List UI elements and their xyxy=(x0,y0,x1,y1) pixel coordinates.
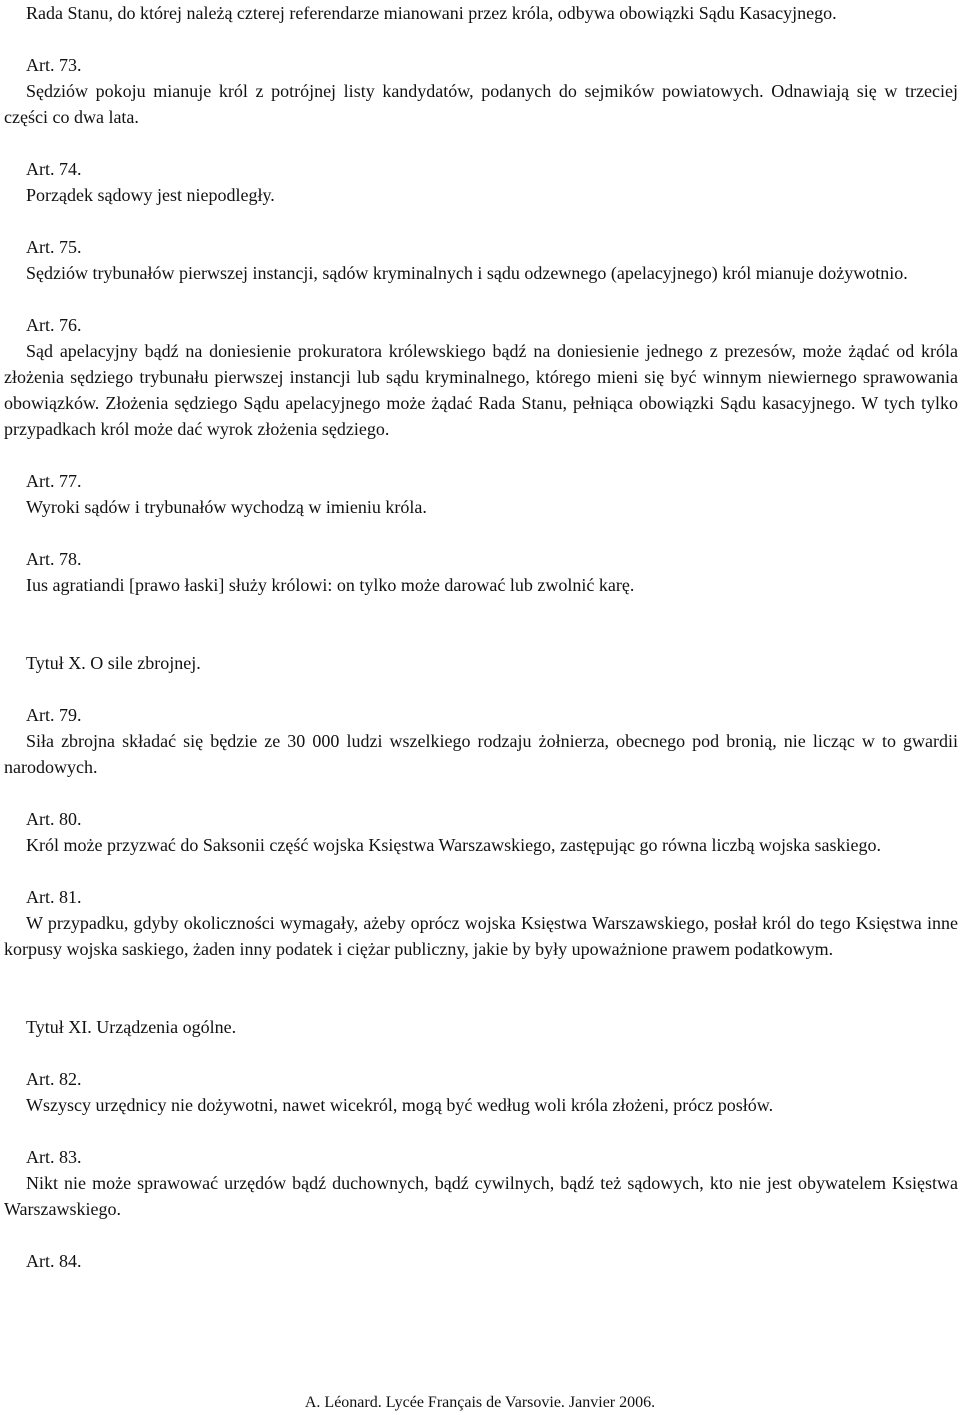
article-text: Porządek sądowy jest niepodległy. xyxy=(26,185,275,205)
article-text: Siła zbrojna składać się będzie ze 30 000 ludzi wszelkiego rodzaju żołnierza, obecnego pod bronią, nie licząc w to gwardii narodowych. xyxy=(4,731,958,777)
article-heading: Art. 75. xyxy=(26,237,82,257)
section-title-xi: Tytuł XI. Urządzenia ogólne. xyxy=(26,1017,237,1037)
article-84 xyxy=(4,1248,958,1274)
article-heading: Art. 77. xyxy=(26,471,82,491)
article-heading: Art. 82. xyxy=(26,1069,82,1089)
article-heading: Art. 80. xyxy=(26,809,82,829)
article-text: Ius agratiandi [prawo łaski] służy królowi: on tylko może darować lub zwolnić karę. xyxy=(26,575,635,595)
article-82 xyxy=(4,1066,958,1118)
article-heading: Art. 84. xyxy=(26,1251,82,1271)
article-text: Wyroki sądów i trybunałów wychodzą w imieniu króla. xyxy=(26,497,427,517)
article-text: Król może przyzwać do Saksonii część wojska Księstwa Warszawskiego, zastępując go równa liczbą wojska saskiego. xyxy=(26,835,881,855)
article-text: Wszyscy urzędnicy nie dożywotni, nawet wicekról, mogą być według woli króla złożeni, prócz posłów. xyxy=(26,1095,774,1115)
article-83 xyxy=(4,1144,958,1222)
article-text: Sąd apelacyjny bądź na doniesienie prokuratora królewskiego bądź na doniesienie jednego z prezesów, może żądać od króla złożenia sędziego trybunału pierwszej instancji lub sądu kryminalnego, którego mieni się być winnym niewiernego sprawowania obowiązków. Złożenia sędziego Sądu apelacyjnego może żądać Rada Stanu, pełniąca obowiązki Sądu kasacyjnego. W tych tylko przypadkach król może dać wyrok złożenia sędziego. xyxy=(4,341,958,439)
article-heading: Art. 74. xyxy=(26,159,82,179)
article-74 xyxy=(4,156,958,208)
article-heading: Art. 79. xyxy=(26,705,82,725)
article-text: Nikt nie może sprawować urzędów bądź duchownych, bądź cywilnych, bądź też sądowych, kto nie jest obywatelem Księstwa Warszawskiego. xyxy=(4,1173,958,1219)
article-76 xyxy=(4,312,958,442)
intro-paragraph: Rada Stanu, do której należą czterej referendarze mianowani przez króla, odbywa obowiązki Sądu Kasacyjnego. xyxy=(26,3,837,23)
section-title-x: Tytuł X. O sile zbrojnej. xyxy=(26,653,201,673)
article-80 xyxy=(4,806,958,858)
article-78 xyxy=(4,546,958,598)
article-75 xyxy=(4,234,958,286)
article-81 xyxy=(4,884,958,962)
document-page xyxy=(4,0,958,1274)
article-77 xyxy=(4,468,958,520)
article-heading: Art. 76. xyxy=(26,315,82,335)
article-text: W przypadku, gdyby okoliczności wymagały, ażeby oprócz wojska Księstwa Warszawskiego, posłał król do tego Księstwa inne korpusy wojska saskiego, żaden inny podatek i ciężar publiczny, jakie by były upoważnione prawem podatkowym. xyxy=(4,913,958,959)
article-79 xyxy=(4,702,958,780)
article-heading: Art. 81. xyxy=(26,887,82,907)
page-footer: A. Léonard. Lycée Français de Varsovie. Janvier 2006. xyxy=(304,1394,656,1411)
article-heading: Art. 83. xyxy=(26,1147,82,1167)
article-text: Sędziów trybunałów pierwszej instancji, sądów kryminalnych i sądu odzewnego (apelacyjnego) król mianuje dożywotnio. xyxy=(26,263,908,283)
article-text: Sędziów pokoju mianuje król z potrójnej listy kandydatów, podanych do sejmików powiatowych. Odnawiają się w trzeciej części co dwa lata. xyxy=(4,81,958,127)
article-heading: Art. 73. xyxy=(26,55,82,75)
article-heading: Art. 78. xyxy=(26,549,82,569)
article-73 xyxy=(4,52,958,130)
